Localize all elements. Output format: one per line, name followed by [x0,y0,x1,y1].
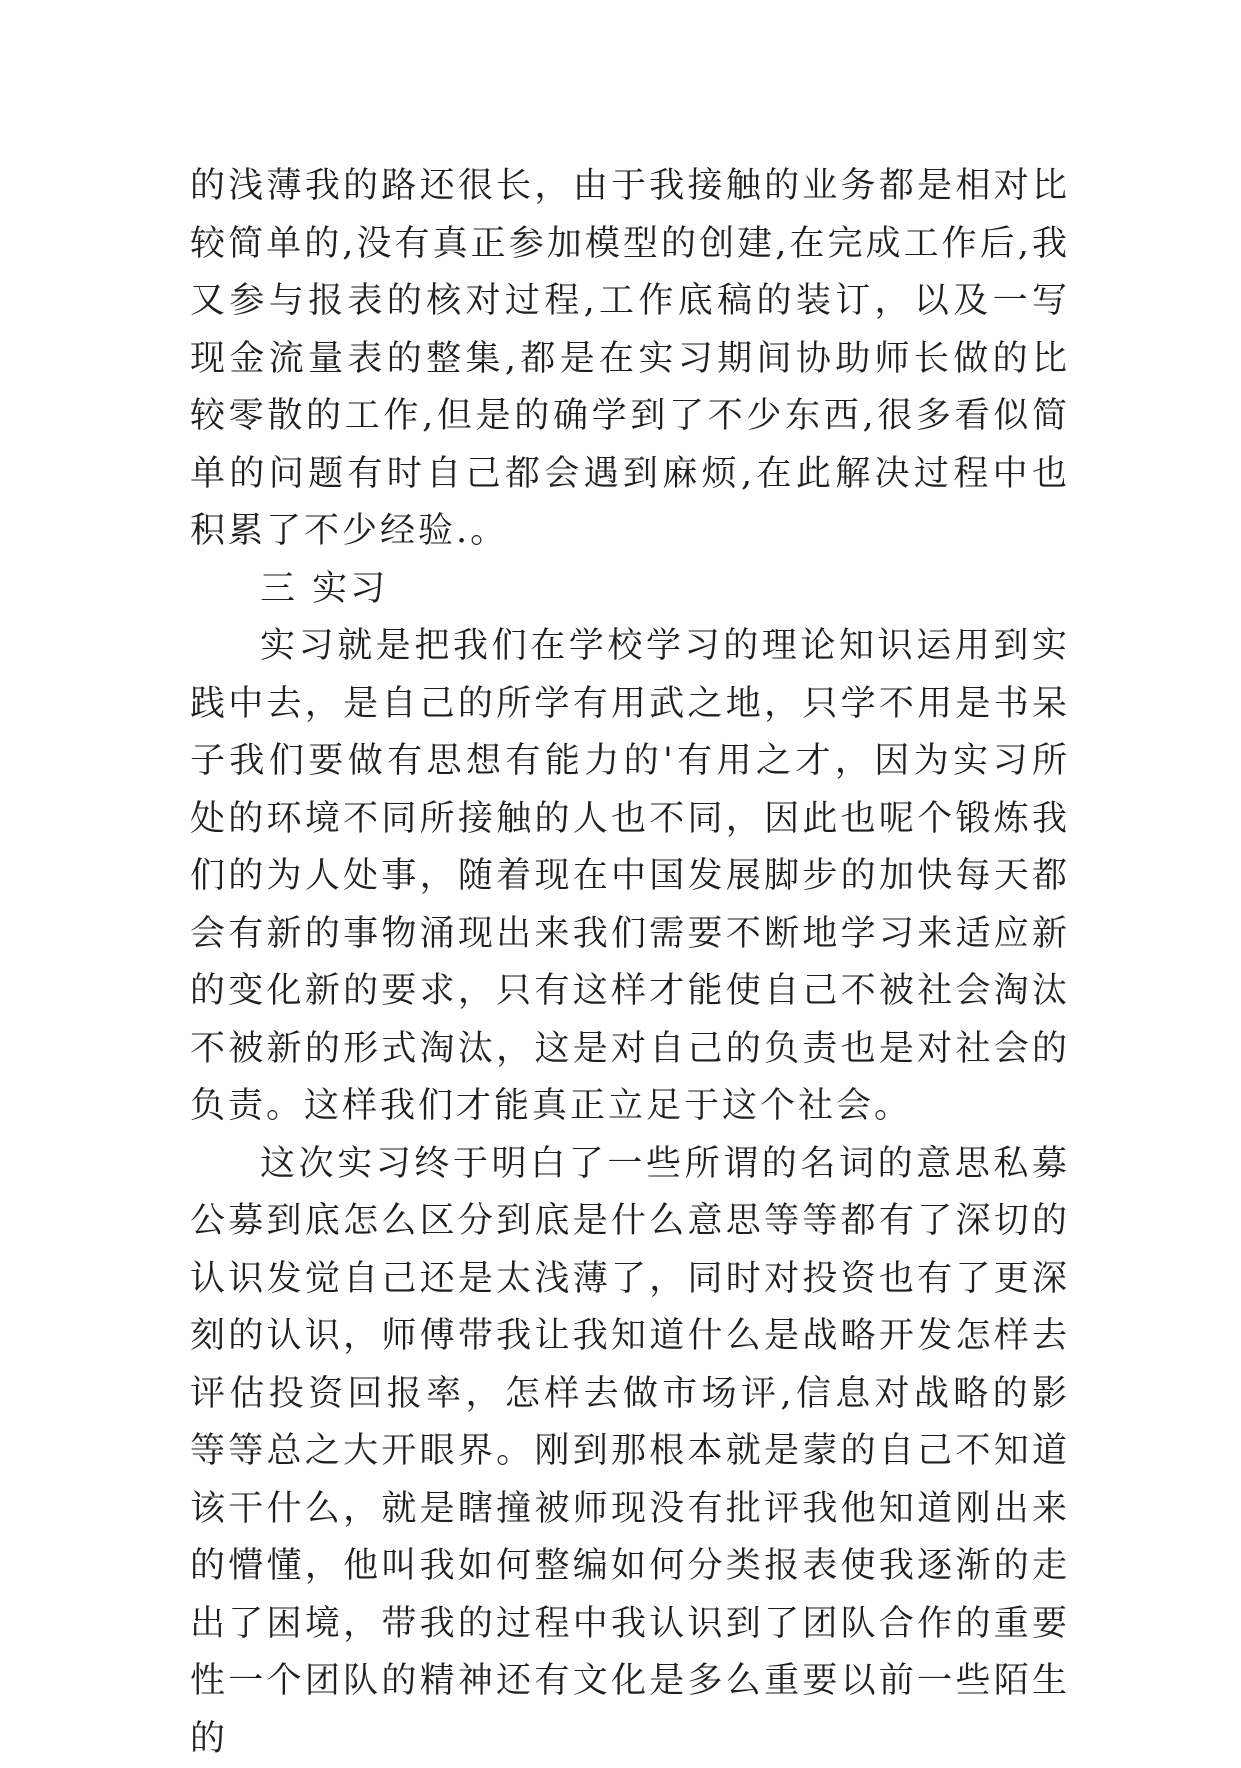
document-page [190,158,1070,1768]
paragraph-internship-meaning: 实习就是把我们在学校学习的理论知识运用到实践中去，是自己的所学有用武之地，只学不用是书呆子我们要做有思想有能力的'有用之才，因为实习所处的环境不同所接触的人也不同，因此也呢个锻炼我们的为人处事，随着现在中国发展脚步的加快每天都会有新的事物涌现出来我们需要不断地学习来适应新的变化新的要求，只有这样才能使自己不被社会淘汰不被新的形式淘汰，这是对自己的负责也是对社会的负责。这样我们才能真正立足于这个社会。 [190,618,1070,1136]
section-heading: 三 实习 [190,561,1070,619]
paragraph-internship-experience: 这次实习终于明白了一些所谓的名词的意思私募公募到底怎么区分到底是什么意思等等都有了深切的认识发觉自己还是太浅薄了，同时对投资也有了更深刻的认识，师傅带我让我知道什么是战略开发怎样去评估投资回报率，怎样去做市场评,信息对战略的影等等总之大开眼界。刚到那根本就是蒙的自己不知道该干什么，就是瞎撞被师现没有批评我他知道刚出来的懵懂，他叫我如何整编如何分类报表使我逐渐的走出了困境，带我的过程中我认识到了团队合作的重要性一个团队的精神还有文化是多么重要以前一些陌生的 [190,1136,1070,1768]
paragraph-continuation: 的浅薄我的路还很长，由于我接触的业务都是相对比较简单的,没有真正参加模型的创建,在完成工作后,我又参与报表的核对过程,工作底稿的装订，以及一写现金流量表的整集,都是在实习期间协助师长做的比较零散的工作,但是的确学到了不少东西,很多看似简单的问题有时自己都会遇到麻烦,在此解决过程中也积累了不少经验.。 [190,158,1070,561]
